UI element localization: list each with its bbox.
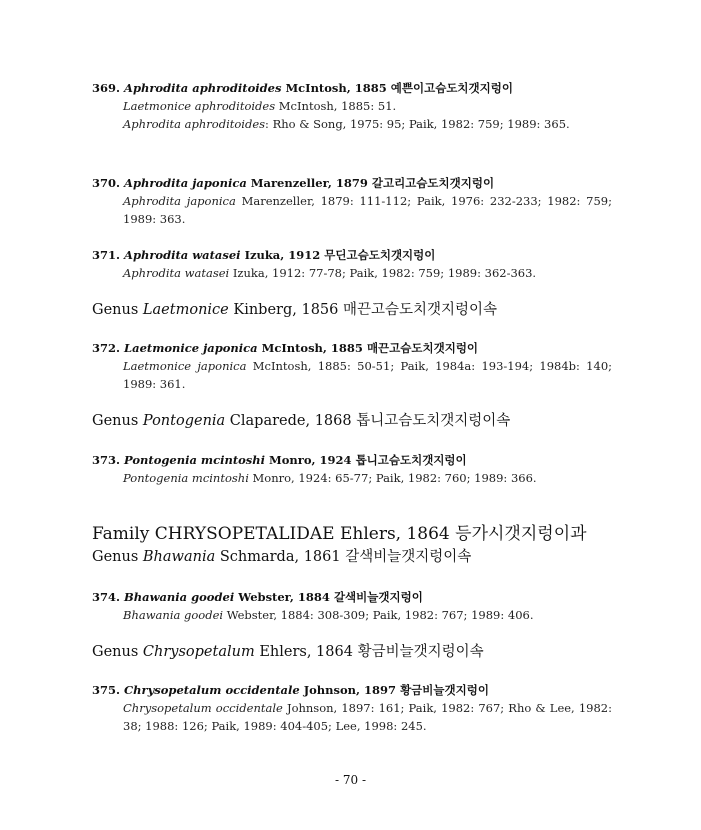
- genus-label: Genus: [92, 644, 139, 660]
- genus-korean-name: 황금비늘갯지렁이속: [357, 644, 484, 660]
- genus-name: Chrysopetalum: [142, 644, 255, 660]
- species-heading: [92, 79, 612, 97]
- species-name: Laetmonice japonica: [124, 341, 258, 355]
- synonym-reference: Izuka, 1912: 77-78; Paik, 1982: 759; 1989: 362-363.: [232, 266, 537, 280]
- genus-korean-name: 톱니고슴도치갯지렁이속: [356, 413, 511, 429]
- species-entry-375: [92, 681, 612, 735]
- species-korean-name: 무딘고슴도치갯지렁이: [324, 248, 436, 262]
- synonym-reference: Johnson, 1897: 161; Paik, 1982: 767; Rho & Lee, 1982: 38; 1988: 126; Paik, 1989: 404-405; Lee, 1998: 245.: [123, 701, 612, 733]
- species-korean-name: 톱니고슴도치갯지렁이: [355, 453, 467, 467]
- species-heading: [92, 246, 612, 264]
- synonym-name: Aphrodita aphroditoides: [123, 117, 266, 131]
- synonym-line: [92, 115, 612, 133]
- species-name: Aphrodita watasei: [124, 248, 241, 262]
- species-authority: Marenzeller, 1879: [250, 176, 368, 190]
- species-korean-name: 갈고리고슴도치갯지렁이: [371, 176, 495, 190]
- synonym-line: [92, 699, 612, 735]
- page-number: - 70 -: [334, 773, 366, 787]
- synonym-line: [92, 469, 612, 487]
- synonym-line: [92, 606, 612, 624]
- synonym-name: Aphrodita japonica: [123, 194, 236, 208]
- genus-name: Bhawania: [142, 549, 216, 565]
- synonym-reference: McIntosh, 1885: 51.: [278, 99, 397, 113]
- species-authority: Johnson, 1897: [303, 683, 397, 697]
- species-entry-374: [92, 588, 612, 624]
- synonym-line: [92, 192, 612, 228]
- genus-label: Genus: [92, 549, 139, 565]
- genus-authority: Schmarda, 1861: [219, 549, 341, 565]
- genus-name: Laetmonice: [142, 302, 229, 318]
- synonym-name: Laetmonice japonica: [123, 359, 247, 373]
- synonym-name: Bhawania goodei: [123, 608, 224, 622]
- species-authority: Izuka, 1912: [244, 248, 321, 262]
- synonym-reference: Marenzeller, 1879: 111-112; Paik, 1976: 232-233; 1982: 759; 1989: 363.: [123, 194, 612, 226]
- species-authority: Monro, 1924: [269, 453, 352, 467]
- species-number: 373.: [92, 453, 121, 467]
- species-heading: [92, 339, 612, 357]
- species-authority: Webster, 1884: [238, 590, 330, 604]
- synonym-reference: : Rho & Song, 1975: 95; Paik, 1982: 759; 1989: 365.: [265, 117, 570, 131]
- synonym-name: Chrysopetalum occidentale: [123, 701, 283, 715]
- synonym-reference: McIntosh, 1885: 50-51; Paik, 1984a: 193-194; 1984b: 140; 1989: 361.: [123, 359, 613, 391]
- species-number: 369.: [92, 81, 121, 95]
- genus-heading-bhawania: [92, 547, 471, 567]
- genus-name: Pontogenia: [142, 413, 226, 429]
- species-number: 371.: [92, 248, 121, 262]
- synonym-name: Aphrodita watasei: [123, 266, 230, 280]
- species-entry-372: [92, 339, 612, 393]
- species-heading: [92, 588, 612, 606]
- species-entry-371: [92, 246, 612, 282]
- species-korean-name: 황금비늘갯지렁이: [400, 683, 489, 697]
- genus-label: Genus: [92, 413, 139, 429]
- species-name: Pontogenia mcintoshi: [124, 453, 266, 467]
- species-number: 374.: [92, 590, 121, 604]
- genus-heading-pontogenia: [92, 411, 510, 431]
- species-heading: [92, 174, 612, 192]
- genus-label: Genus: [92, 302, 139, 318]
- synonym-name: Pontogenia mcintoshi: [123, 471, 249, 485]
- family-heading: [92, 523, 587, 545]
- genus-authority: Ehlers, 1864: [259, 644, 353, 660]
- species-number: 375.: [92, 683, 121, 697]
- synonym-name: Laetmonice aphroditoides: [123, 99, 276, 113]
- species-entry-370: [92, 174, 612, 228]
- genus-korean-name: 매끈고슴도치갯지렁이속: [342, 302, 498, 318]
- species-name: Aphrodita japonica: [124, 176, 247, 190]
- species-name: Bhawania goodei: [124, 590, 235, 604]
- species-entry-369: [92, 79, 612, 133]
- species-authority: McIntosh, 1885: [285, 81, 387, 95]
- genus-authority: Claparede, 1868: [229, 413, 352, 429]
- synonym-line: [92, 357, 612, 393]
- family-authority: Ehlers, 1864: [339, 524, 450, 544]
- family-label: Family: [92, 524, 150, 544]
- species-heading: [92, 681, 612, 699]
- species-name: Aphrodita aphroditoides: [124, 81, 282, 95]
- species-entry-373: [92, 451, 612, 487]
- genus-korean-name: 갈색비늘갯지렁이속: [345, 549, 472, 565]
- species-heading: [92, 451, 612, 469]
- synonym-reference: Monro, 1924: 65-77; Paik, 1982: 760; 1989: 366.: [252, 471, 537, 485]
- species-authority: McIntosh, 1885: [261, 341, 363, 355]
- species-number: 372.: [92, 341, 121, 355]
- genus-heading-laetmonice: [92, 300, 497, 320]
- family-korean-name: 등가시갯지렁이과: [455, 524, 587, 544]
- species-name: Chrysopetalum occidentale: [124, 683, 300, 697]
- species-korean-name: 갈색비늘갯지렁이: [333, 590, 423, 604]
- genus-heading-chrysopetalum: [92, 642, 484, 662]
- synonym-line: [92, 264, 612, 282]
- synonym-line: [92, 97, 612, 115]
- species-number: 370.: [92, 176, 121, 190]
- genus-authority: Kinberg, 1856: [233, 302, 339, 318]
- family-name: CHRYSOPETALIDAE: [154, 524, 335, 544]
- synonym-reference: Webster, 1884: 308-309; Paik, 1982: 767; 1989: 406.: [226, 608, 534, 622]
- species-korean-name: 매끈고슴도치갯지렁이: [366, 341, 479, 355]
- species-korean-name: 예쁜이고슴도치갯지렁이: [390, 81, 513, 95]
